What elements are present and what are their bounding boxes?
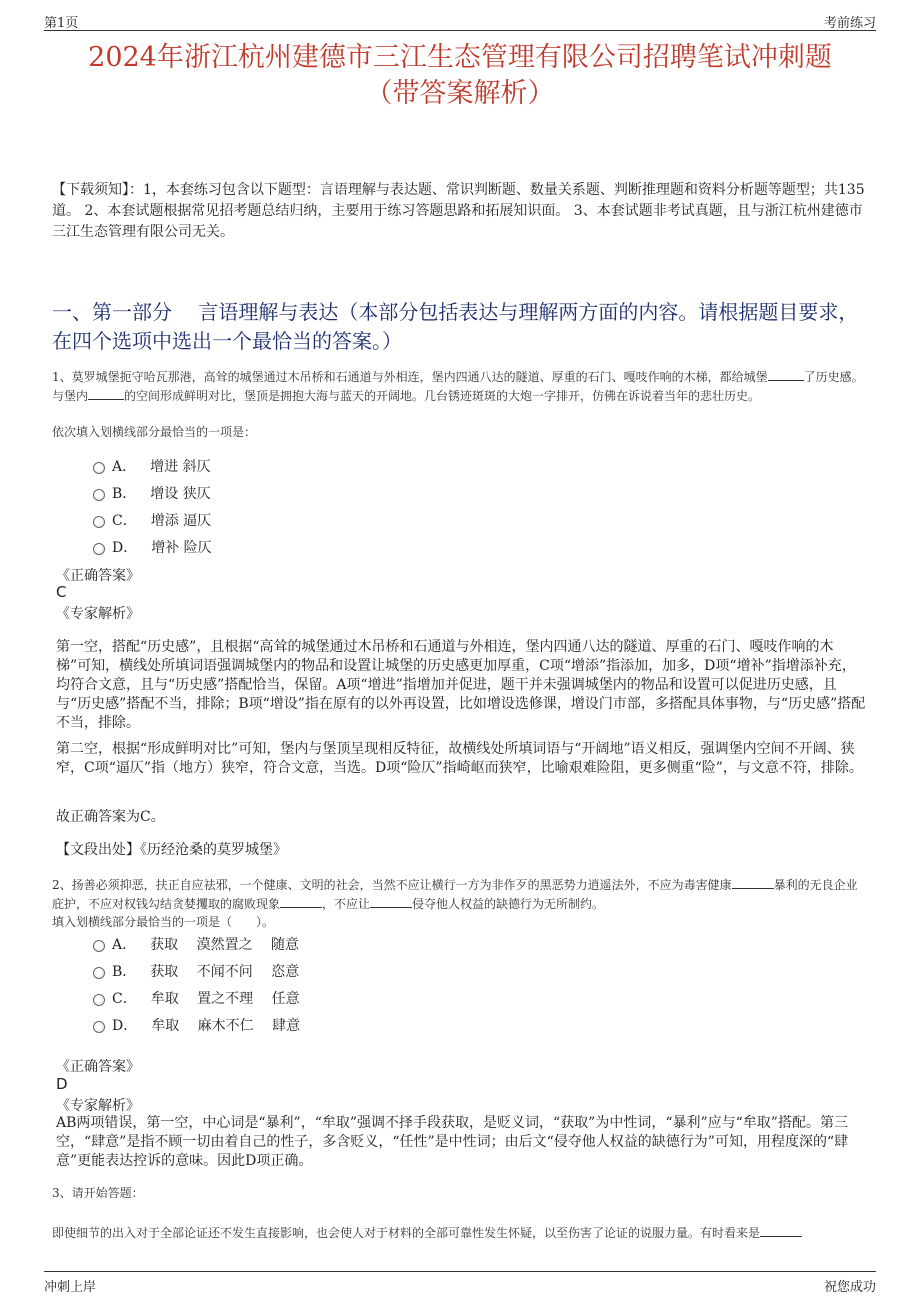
page-header [44,10,876,31]
radio-icon[interactable] [93,940,105,952]
option-c[interactable]: C． 增添 逼仄 [90,508,212,535]
option-a[interactable]: A． 获取 漠然置之 随意 [90,932,300,959]
radio-icon[interactable] [93,967,105,979]
option-d[interactable]: D． 增补 险仄 [90,535,212,562]
option-a[interactable]: A． 增进 斜仄 [90,454,212,481]
radio-icon[interactable] [93,462,105,474]
question-1-options [90,454,212,562]
section-heading: 一、第一部分 言语理解与表达（本部分包括表达与理解两方面的内容。请根据题目要求，在四个选项中选出一个最恰当的答案。） [52,300,859,353]
radio-icon[interactable] [93,1021,105,1033]
radio-icon[interactable] [93,994,105,1006]
question-2-stem: 2、扬善必须抑恶，扶正自应祛邪，一个健康、文明的社会，当然不应让横行一方为非作歹的黑恶势力逍遥法外，不应为毒害健康 暴利的无良企业庇护，不应对权钱勾结贪婪攫取的腐败现象 ，不应让 侵夺他人权益的缺德行为无所制约。 [52,878,858,911]
question-2-options [90,932,300,1040]
footer-left: 冲刺上岸 [44,1280,97,1295]
analysis-paragraph-2: 第二空，根据“形成鲜明对比”可知，堡内与堡顶呈现相反特征，故横线处所填词语与“开阔地”语义相反，强调堡内空间不开阔、狭窄，C项“逼仄”指（地方）狭窄，符合文意，当选。D项“险仄”指崎岖而狭窄，比喻艰难险阻，更多侧重“险”，与文意不符，排除。 [56,741,863,776]
correct-answer: D [56,1075,68,1093]
analysis-conclusion: 故正确答案为C。 [56,809,165,825]
question-3-text: 即使细节的出入对于全部论证还不发生直接影响，也会使人对于材料的全部可靠性发生怀疑，以至伤害了论证的说服力量。有时看来是 [52,1224,868,1243]
source-citation: 【文段出处】《历经沧桑的莫罗城堡》 [56,842,287,858]
analysis-label: 《专家解析》 [56,606,140,622]
question-2-prompt: 填入划横线部分最恰当的一项是（ ）。 [52,915,275,929]
option-b[interactable]: B． 增设 狭仄 [90,481,212,508]
option-b[interactable]: B． 获取 不闻不问 恣意 [90,959,300,986]
radio-icon[interactable] [93,543,105,555]
question-1-stem: 1、莫罗城堡扼守哈瓦那港，高耸的城堡通过木吊桥和石通道与外相连，堡内四通八达的隧道、厚重的石门、嘎吱作响的木梯，都给城堡 了历史感。与堡内 的空间形成鲜明对比，堡顶是拥抱大海与蓝天的开阔地。几台锈迹斑斑的大炮一字排开，仿佛在诉说着当年的悲壮历史。 [52,370,864,403]
footer-right: 祝您成功 [823,1280,876,1295]
header-label: 考前练习 [823,16,876,31]
answer-label: 《正确答案》 [56,568,140,584]
page-footer [44,1271,876,1295]
question-1-prompt: 依次填入划横线部分最恰当的一项是： [52,425,257,439]
title-line-2: （带答案解析） [365,78,555,109]
option-d[interactable]: D． 牟取 麻木不仁 肆意 [90,1013,300,1040]
download-notice: 【下载须知】：1，本套练习包含以下题型：言语理解与表达题、常识判断题、数量关系题、判断推理题和资料分析题等题型；共135道。 2、本套试题根据常见招考题总结归纳，主要用于练习答题思路和拓展知识面。 3、本套试题非考试真题，且与浙江杭州建德市三江生态管理有限公司无关。 [52,182,865,240]
analysis-label: 《专家解析》 [56,1098,140,1114]
analysis-paragraph-1: 第一空，搭配“历史感”，且根据“高耸的城堡通过木吊桥和石通道与外相连，堡内四通八达的隧道、厚重的石门、嘎吱作响的木梯”可知，横线处所填词语强调城堡内的物品和设置让城堡的历史感更加厚重，C项“增添”指添加，加多，D项“增补”指增添补充，均符合文意，且与“历史感”搭配恰当，保留。A项“增进”指增加并促进，题干并未强调城堡内的物品和设置可以促进历史感，且与“历史感”搭配不当，排除；B项“增设”指在原有的以外再设置，比如增设选修课，增设门市部，多搭配具体事物，与“历史感”搭配不当，排除。 [56,639,866,731]
radio-icon[interactable] [93,516,105,528]
analysis-paragraph: AB两项错误，第一空，中心词是“暴利”，“牟取”强调不择手段获取，是贬义词，“获取”为中性词，“暴利”应与“牟取”搭配。第三空，“肆意”是指不顾一切由着自己的性子，多含贬义，“任性”是中性词；由后文“侵夺他人权益的缺德行为”可知，用程度深的“肆意”更能表达控诉的意味。因此D项正确。 [56,1115,849,1169]
document-title [40,40,880,112]
answer-label: 《正确答案》 [56,1059,140,1075]
title-line-1: 2024年浙江杭州建德市三江生态管理有限公司招聘笔试冲刺题 [88,42,832,73]
page-number: 第1页 [44,16,79,31]
option-c[interactable]: C． 牟取 置之不理 任意 [90,986,300,1013]
radio-icon[interactable] [93,489,105,501]
question-3-stem: 3、请开始答题： [52,1186,144,1200]
correct-answer: C [56,583,67,601]
